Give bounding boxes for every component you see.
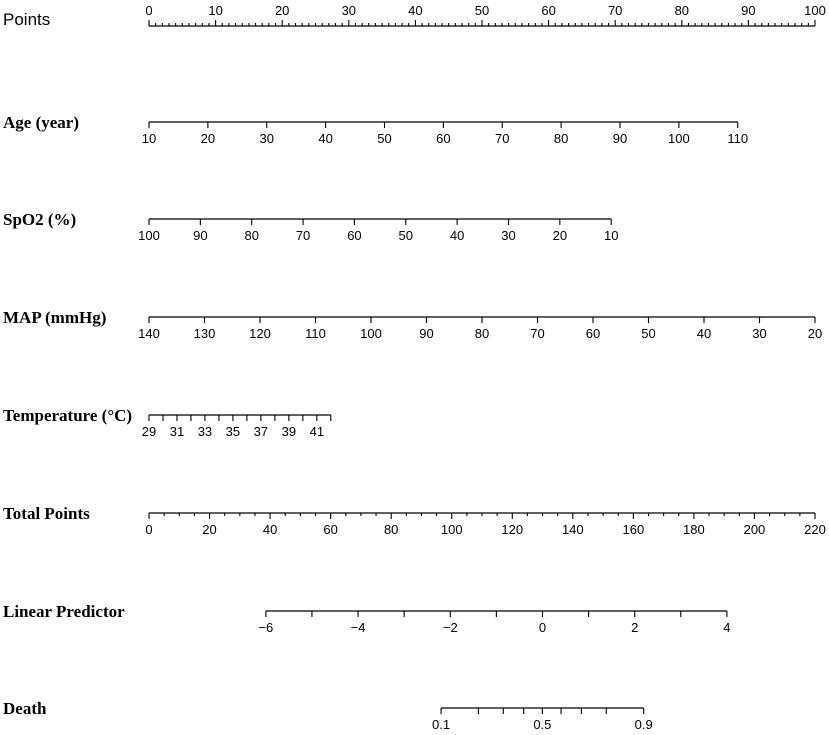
axis-label-map-mmhg: MAP (mmHg) xyxy=(3,308,107,327)
tick-label: 10 xyxy=(141,131,157,146)
axis-label-linear-predictor: Linear Predictor xyxy=(3,602,125,621)
axis-temperature-c xyxy=(3,406,331,439)
tick-label: 20 xyxy=(807,326,823,341)
tick-label: 100 xyxy=(668,131,690,146)
axis-points xyxy=(3,3,826,29)
tick-label: 100 xyxy=(804,3,826,18)
axis-total-points xyxy=(3,504,826,537)
tick-label: 30 xyxy=(259,131,274,146)
axes-layer xyxy=(3,3,826,732)
axis-map-mmhg xyxy=(3,308,822,341)
tick-label: 10 xyxy=(603,228,619,243)
tick-label: 0.1 xyxy=(432,717,451,732)
tick-label: 70 xyxy=(495,131,510,146)
tick-label: 2 xyxy=(631,620,639,635)
tick-label: 80 xyxy=(474,326,490,341)
tick-label: −4 xyxy=(350,620,366,635)
tick-label: 40 xyxy=(262,522,278,537)
tick-label: 20 xyxy=(274,3,290,18)
tick-label: 30 xyxy=(501,228,516,243)
axis-label-spo2: SpO2 (%) xyxy=(3,210,77,229)
axis-label-age-year: Age (year) xyxy=(3,113,79,132)
tick-label: −2 xyxy=(442,620,458,635)
tick-label: 4 xyxy=(723,620,731,635)
tick-label: 30 xyxy=(752,326,767,341)
tick-label: 120 xyxy=(249,326,271,341)
tick-label: 90 xyxy=(612,131,628,146)
tick-label: 90 xyxy=(193,228,208,243)
axis-label-total-points: Total Points xyxy=(3,504,90,523)
axis-age-year xyxy=(3,113,748,146)
tick-label: 50 xyxy=(377,131,392,146)
tick-label: 0.9 xyxy=(634,717,653,732)
tick-label: 120 xyxy=(501,522,524,537)
tick-label: 41 xyxy=(309,424,325,439)
tick-label: 50 xyxy=(474,3,490,18)
tick-label: 80 xyxy=(244,228,259,243)
tick-label: 37 xyxy=(253,424,269,439)
tick-label: 100 xyxy=(138,228,160,243)
tick-label: 20 xyxy=(202,522,217,537)
tick-label: 130 xyxy=(193,326,216,341)
tick-label: 60 xyxy=(323,522,338,537)
tick-label: 110 xyxy=(305,326,326,341)
axis-death xyxy=(3,699,653,732)
tick-label: 140 xyxy=(138,326,160,341)
tick-label: −6 xyxy=(258,620,274,635)
tick-label: 220 xyxy=(804,522,826,537)
tick-label: 40 xyxy=(408,3,423,18)
tick-label: 160 xyxy=(622,522,645,537)
tick-label: 50 xyxy=(398,228,414,243)
tick-label: 20 xyxy=(552,228,568,243)
tick-label: 0 xyxy=(538,620,547,635)
tick-label: 30 xyxy=(341,3,357,18)
axis-label-death: Death xyxy=(3,699,47,718)
tick-label: 50 xyxy=(641,326,656,341)
tick-label: 70 xyxy=(295,228,311,243)
tick-label: 60 xyxy=(347,228,362,243)
tick-label: 110 xyxy=(727,131,749,146)
tick-label: 80 xyxy=(553,131,569,146)
tick-label: 70 xyxy=(530,326,545,341)
axis-label-points: Points xyxy=(3,10,51,29)
tick-label: 33 xyxy=(197,424,213,439)
tick-label: 100 xyxy=(360,326,382,341)
tick-label: 100 xyxy=(440,522,463,537)
tick-label: 90 xyxy=(419,326,434,341)
tick-label: 140 xyxy=(561,522,584,537)
tick-label: 80 xyxy=(383,522,399,537)
tick-label: 0 xyxy=(145,3,153,18)
tick-label: 20 xyxy=(200,131,216,146)
tick-label: 40 xyxy=(318,131,333,146)
tick-label: 90 xyxy=(741,3,756,18)
tick-label: 39 xyxy=(281,424,297,439)
axis-label-temperature-c: Temperature (°C) xyxy=(3,406,133,425)
tick-label: 60 xyxy=(436,131,451,146)
tick-label: 40 xyxy=(696,326,712,341)
axis-spo2 xyxy=(3,210,618,243)
tick-label: 60 xyxy=(541,3,556,18)
tick-label: 10 xyxy=(208,3,223,18)
tick-label: 31 xyxy=(169,424,185,439)
tick-label: 0.5 xyxy=(533,717,552,732)
tick-label: 70 xyxy=(607,3,623,18)
tick-label: 0 xyxy=(145,522,153,537)
tick-label: 40 xyxy=(449,228,465,243)
tick-label: 200 xyxy=(743,522,766,537)
axis-linear-predictor xyxy=(3,602,731,635)
tick-label: 60 xyxy=(585,326,601,341)
tick-label: 29 xyxy=(141,424,157,439)
tick-label: 35 xyxy=(225,424,241,439)
tick-label: 180 xyxy=(683,522,705,537)
tick-label: 80 xyxy=(674,3,690,18)
